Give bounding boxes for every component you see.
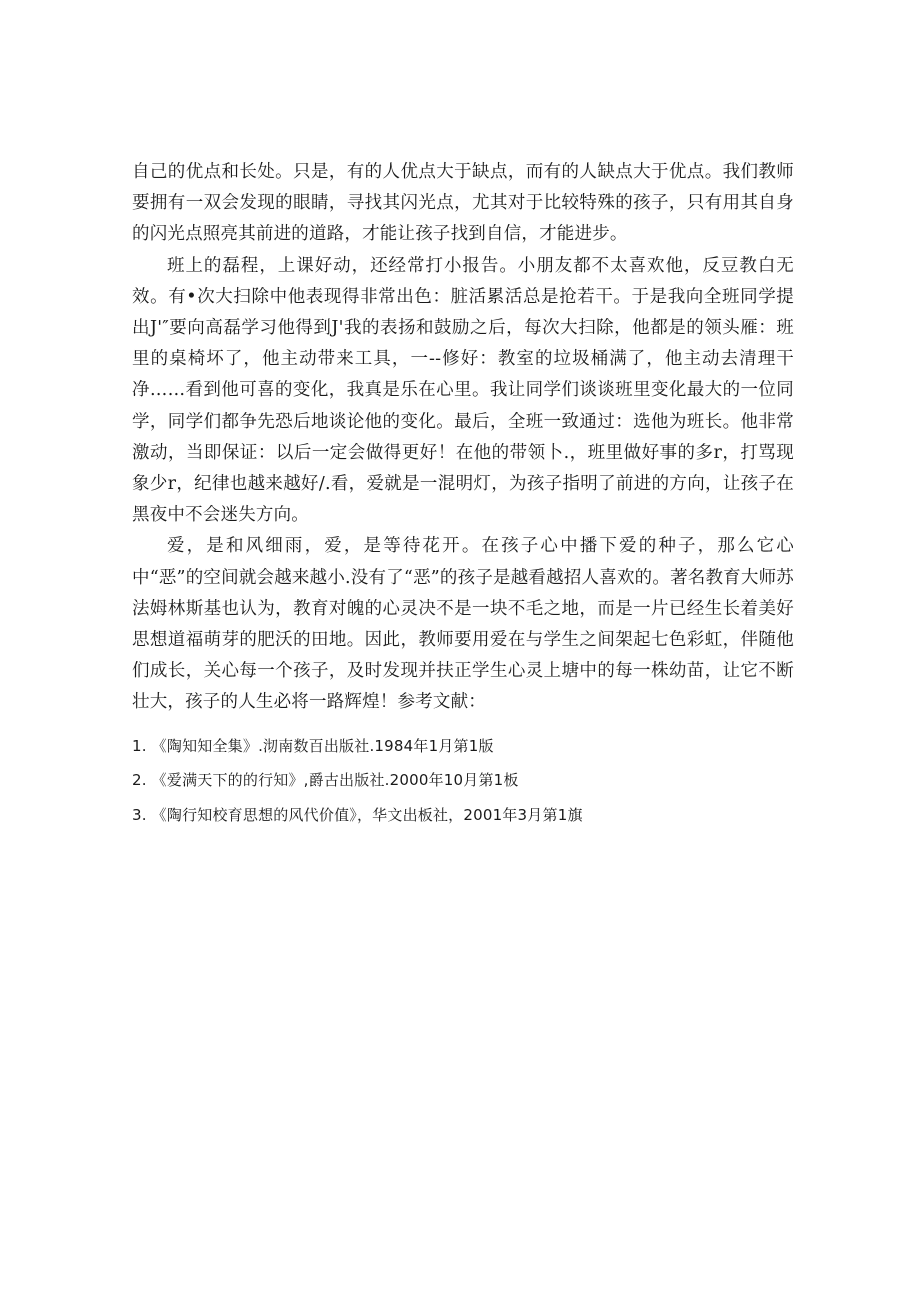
paragraph-3: 爱，是和风细雨，爱，是等待花开。在孩子心中播下爱的种子，那么它心中“恶”的空间就会越来越小.没有了“恶”的孩子是越看越招人喜欢的。著名教育大师苏法姆林斯基也认为，教育对魄的心灵决不是一块不毛之地，而是一片已经生长着美好思想道福萌芽的肥沃的田地。因此，教师要用爱在与学生之间架起七色彩虹，伴随他们成长，关心每一个孩子，及时发现并扶正学生心灵上塘中的每一株幼苗，让它不断壮大，孩子的人生必将一路辉煌！参考文献： [132,536,794,713]
reference-item-1: 1. 《陶知知全集》.沏南数百出版社.1984年1月第1版 [132,736,494,755]
reference-item-3: 3. 《陶行知校育思想的风代价值》，华文出板社，2001年3月第1旗 [132,805,583,824]
references-list [132,729,794,833]
document-body [132,157,794,832]
paragraph-1: 自己的优点和长处。只是，有的人优点大于缺点，而有的人缺点大于优点。我们教师要拥有一双会发现的眼睛，寻找其闪光点，尤其对于比较特殊的孩子，只有用其自身的闪光点照亮其前进的道路，才能让孩子找到自信，才能进步。 [132,162,794,245]
paragraph-2: 班上的磊程，上课好动，还经常打小报告。小朋友都不太喜欢他，反豆教白无效。有•次大扫除中他表现得非常出色：脏活累活总是抢若干。于是我向全班同学提出J'″要向高磊学习他得到J'我的表扬和鼓励之后，每次大扫除，他都是的领头雁：班里的桌椅坏了，他主动带来工具，一--修好：教室的垃圾桶满了，他主动去清理干净……看到他可喜的变化，我真是乐在心里。我让同学们谈谈班里变化最大的一位同学，同学们都争先恐后地谈论他的变化。最后，全班一致通过：选他为班长。他非常激动，当即保证：以后一定会做得更好！在他的带领卜.，班里做好事的多r，打骂现象少r，纪律也越来越好/.看，爱就是一混明灯，为孩子指明了前进的方向，让孩子在黑夜中不会迷失方向。 [132,255,794,526]
reference-item-2: 2. 《爱满天下的的行知》,爵古出版社.2000年10月第1板 [132,771,519,790]
